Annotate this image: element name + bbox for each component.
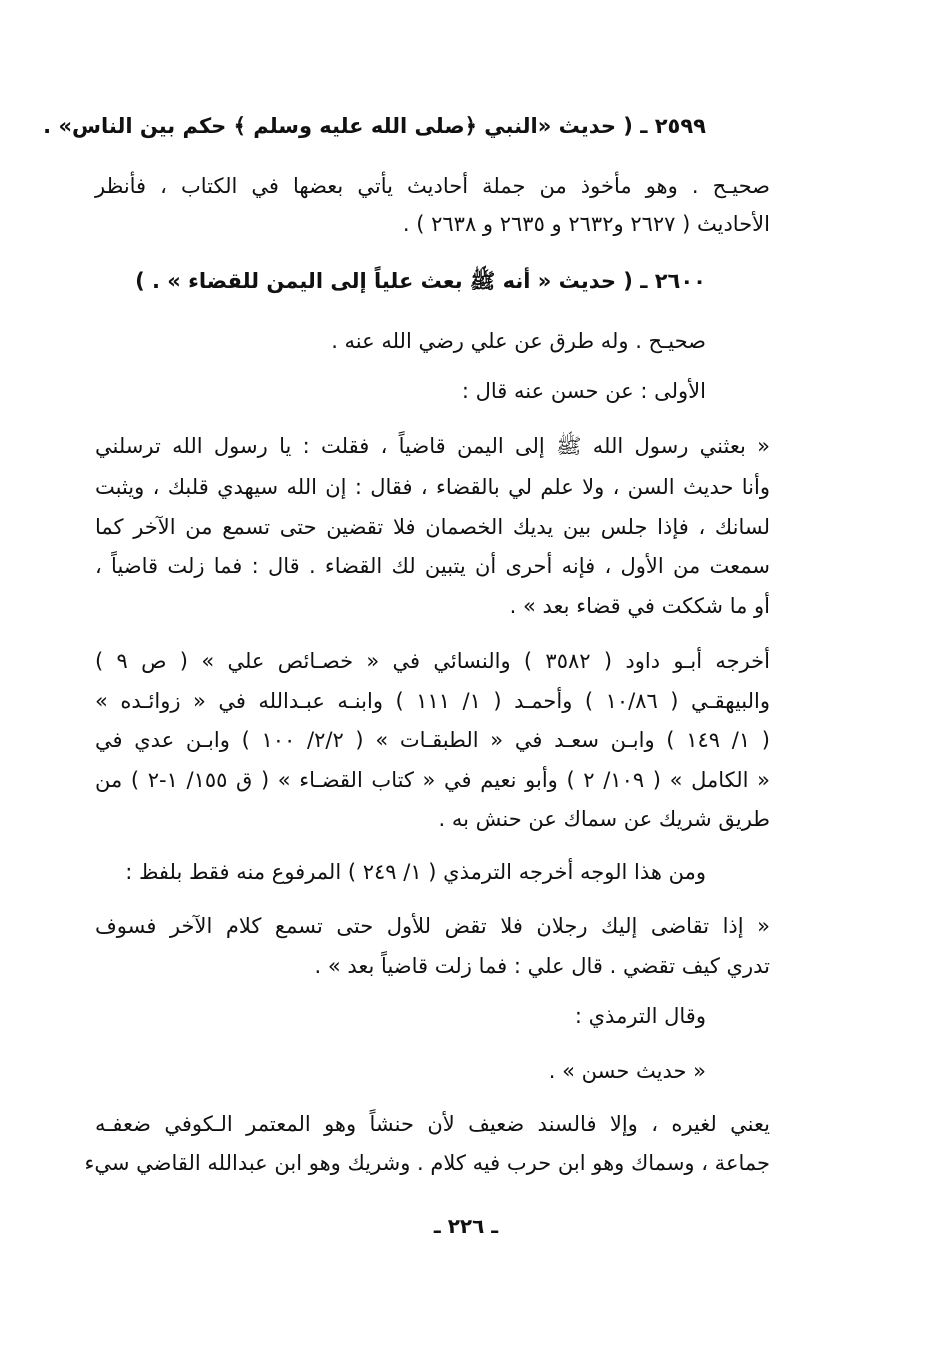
quote-line-1: « بعثني رسول الله ﷺ إلى اليمن قاضياً ، فقلت : يا رسول الله ترسلني — [95, 434, 770, 458]
page-number: ـ ٢٢٦ ـ — [433, 1214, 499, 1238]
quote-line-3: لسانك ، فإذا جلس بين يديك الخصمان فلا تقضين حتى تسمع من الآخر كما — [95, 515, 770, 539]
commentary-line-1: يعني لغيره ، وإلا فالسند ضعيف لأن حنشاً وهو المعتمر الـكوفي ضعفـه — [95, 1112, 770, 1136]
hasan-hadith-line: « حديث حسن » . — [548, 1059, 706, 1083]
tirmidhi-quote-line-1: « إذا تقاضى إليك رجلان فلا تقض للأول حتى تسمع كلام الآخر فسوف — [95, 914, 770, 938]
text-line-sahih-1: صحيـح . وهو مأخوذ من جملة أحاديث يأتي بعضها في الكتاب ، فأنظر — [95, 174, 770, 198]
takhrij-line-3: ( ١/ ١٤٩ ) وابـن سعـد في « الطبقـات » ( ٢/٢/ ١٠٠ ) وابـن عدي في — [95, 728, 770, 752]
hadith-2599-heading: ٢٥٩٩ ـ ( حديث «النبي ﴿صلى الله عليه وسلم ﴾ حكم بين الناس» . — [43, 114, 706, 138]
takhrij-line-5: طريق شريك عن سماك عن حنش به . — [438, 807, 770, 831]
quote-line-4: سمعت من الأول ، فإنه أحرى أن يتبين لك القضاء . قال : فما زلت قاضياً ، — [95, 554, 770, 578]
commentary-line-2: جماعة ، وسماك وهو ابن حرب فيه كلام . وشريك وهو ابن عبدالله القاضي سيء — [84, 1151, 770, 1175]
quote-line-2: وأنا حديث السن ، ولا علم لي بالقضاء ، فقال : إن الله سيهدي قلبك ، ويثبت — [95, 475, 770, 499]
tirmidhi-intro-line: ومن هذا الوجه أخرجه الترمذي ( ١/ ٢٤٩ ) المرفوع منه فقط بلفظ : — [125, 860, 706, 884]
takhrij-line-4: « الكامل » ( ١٠٩/ ٢ ) وأبو نعيم في « كتاب القضـاء » ( ق ١٥٥/ ١-٢ ) من — [95, 768, 770, 792]
text-line-sahih-2: صحيـح . وله طرق عن علي رضي الله عنه . — [331, 329, 706, 353]
quote-line-5: أو ما شككت في قضاء بعد » . — [509, 594, 770, 618]
text-line-references: الأحاديث ( ٢٦٢٧ و٢٦٣٢ و ٢٦٣٥ و ٢٦٣٨ ) . — [402, 212, 770, 236]
tirmidhi-quote-line-2: تدري كيف تقضي . قال علي : فما زلت قاضياً بعد » . — [314, 954, 770, 978]
takhrij-line-2: والبيهقـي ( ١٠/٨٦ ) وأحمـد ( ١/ ١١١ ) وابنـه عبـدالله في « زوائـده » — [95, 689, 770, 713]
takhrij-line-1: أخرجه أبـو داود ( ٣٥٨٢ ) والنسائي في « خصـائص علي » ( ص ٩ ) — [95, 649, 770, 673]
tirmidhi-said-line: وقال الترمذي : — [574, 1004, 706, 1028]
text-line-first-route: الأولى : عن حسن عنه قال : — [461, 379, 706, 403]
hadith-2600-heading: ٢٦٠٠ ـ ( حديث « أنه ﷺ بعث علياً إلى اليمن للقضاء » . ) — [135, 269, 706, 293]
